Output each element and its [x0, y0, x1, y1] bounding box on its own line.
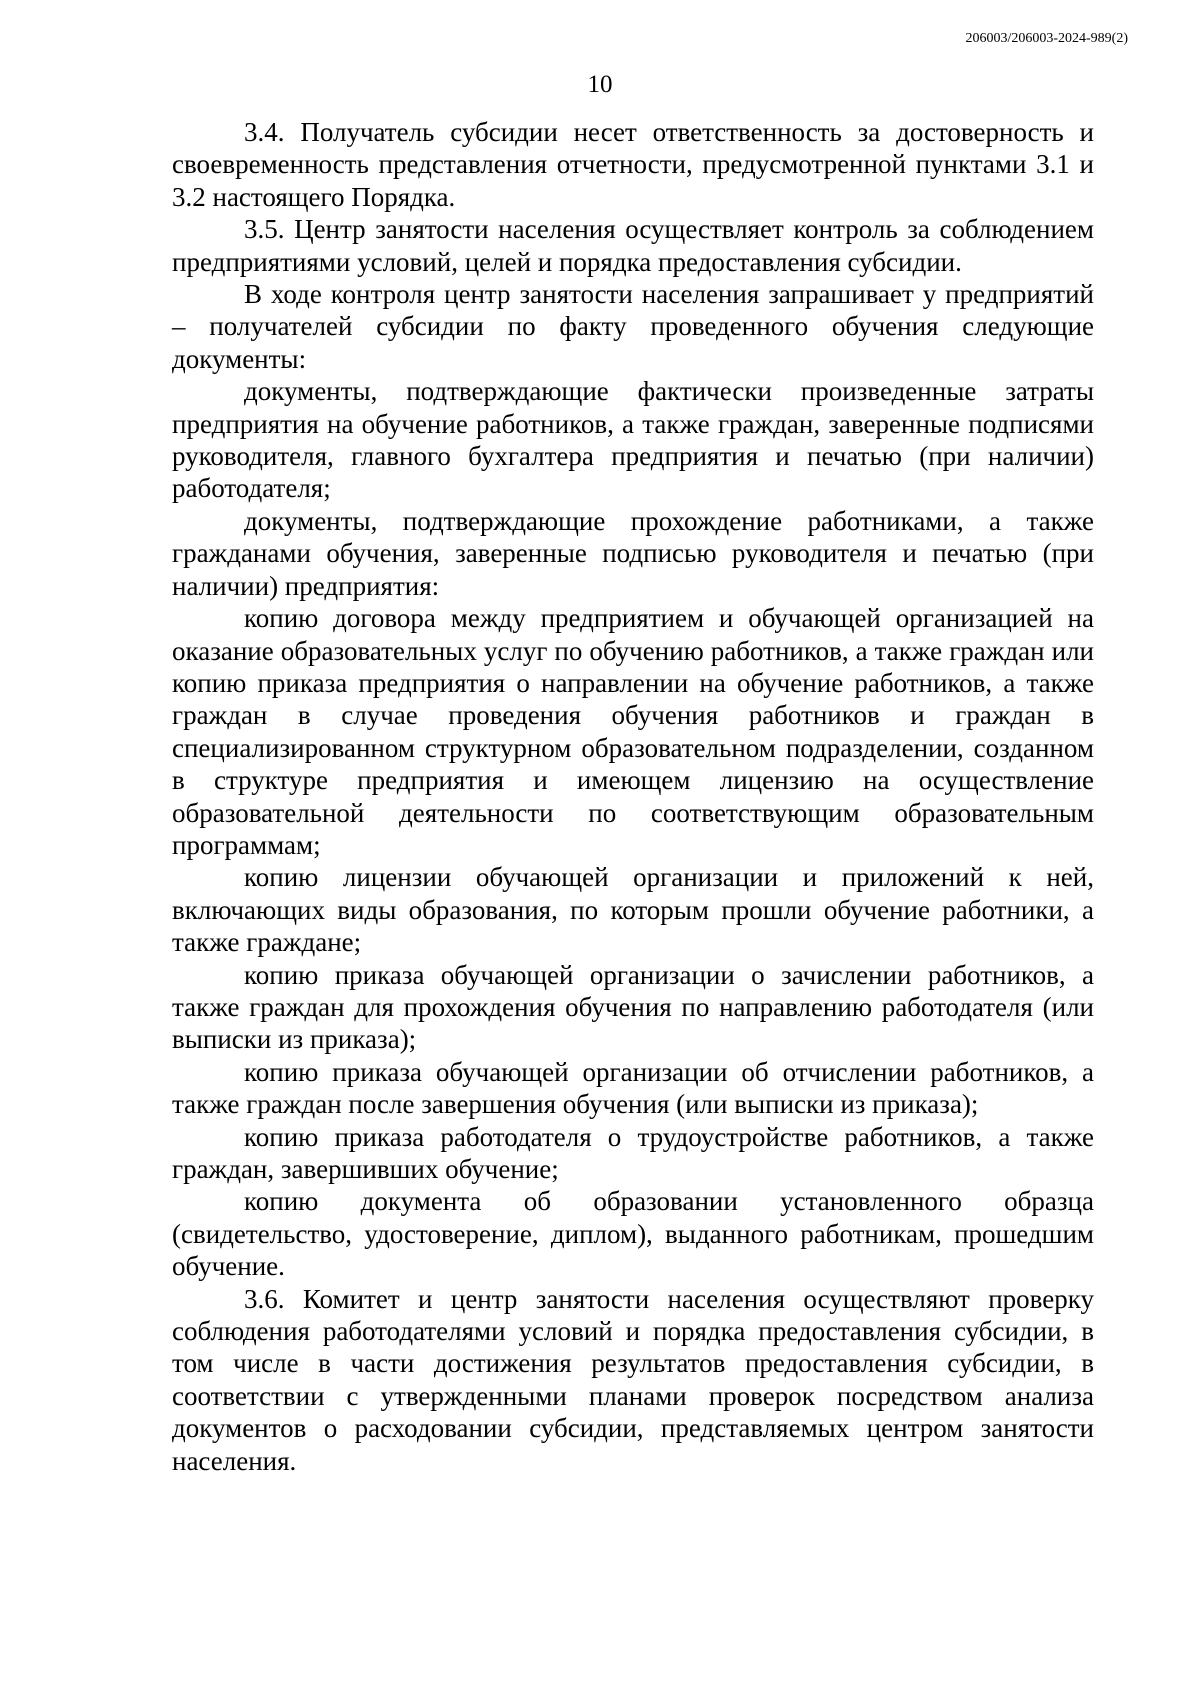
paragraph-education-document: копию документа об образовании установленного образца (свидетельство, удостоверение, диплом), выданного работникам, прошедшим обучение.: [172, 1186, 1094, 1282]
document-body: [172, 116, 1094, 1477]
paragraph-contract-copy: копию договора между предприятием и обучающей организацией на оказание образовательных услуг по обучению работников, а также граждан или копию приказа предприятия о направлении на обучение работников, а также граждан в случае проведения обучения работников и граждан в специализированном структурном образовательном подразделении, созданном в структуре предприятия и имеющем лицензию на осуществление образовательной деятельности по соответствующим образовательным программам;: [172, 603, 1094, 860]
paragraph-training-documents: документы, подтверждающие прохождение работниками, а также гражданами обучения, заверенные подписью руководителя и печатью (при наличии) предприятия:: [172, 505, 1094, 601]
paragraph-expulsion-order: копию приказа обучающей организации об отчислении работников, а также граждан после завершения обучения (или выписки из приказа);: [172, 1056, 1094, 1120]
paragraph-3-5: 3.5. Центр занятости населения осуществляет контроль за соблюдением предприятиями условий, целей и порядка предоставления субсидии.: [172, 214, 1094, 277]
paragraph-3-4: 3.4. Получатель субсидии несет ответственность за достоверность и своевременность представления отчетности, предусмотренной пунктами 3.1 и 3.2 настоящего Порядка.: [172, 117, 1094, 212]
paragraph-3-6: 3.6. Комитет и центр занятости населения осуществляют проверку соблюдения работодателями условий и порядка предоставления субсидии, в том числе в части достижения результатов предоставления субсидии, в соответствии с утвержденными планами проверок посредством анализа документов о расходовании субсидии, представляемых центром занятости населения.: [172, 1283, 1094, 1476]
paragraph-employment-order: копию приказа работодателя о трудоустройстве работников, а также граждан, завершивших обучение;: [172, 1121, 1094, 1184]
document-registration-number: 206003/206003-2024-989(2): [965, 31, 1128, 46]
paragraph-expense-documents: документы, подтверждающие фактически произведенные затраты предприятия на обучение работников, а также граждан, заверенные подписями руководителя, главного бухгалтера предприятия и печатью (при наличии) работодателя;: [172, 376, 1094, 504]
paragraph-control-request: В ходе контроля центр занятости населения запрашивает у предприятий – получателей субсидии по факту проведенного обучения следующие документы:: [172, 279, 1094, 374]
paragraph-enrollment-order: копию приказа обучающей организации о зачислении работников, а также граждан для прохождения обучения по направлению работодателя (или выписки из приказа);: [172, 959, 1094, 1055]
page-number: 10: [587, 71, 613, 98]
paragraph-license-copy: копию лицензии обучающей организации и приложений к ней, включающих виды образования, по которым прошли обучение работники, а также граждане;: [172, 862, 1094, 958]
